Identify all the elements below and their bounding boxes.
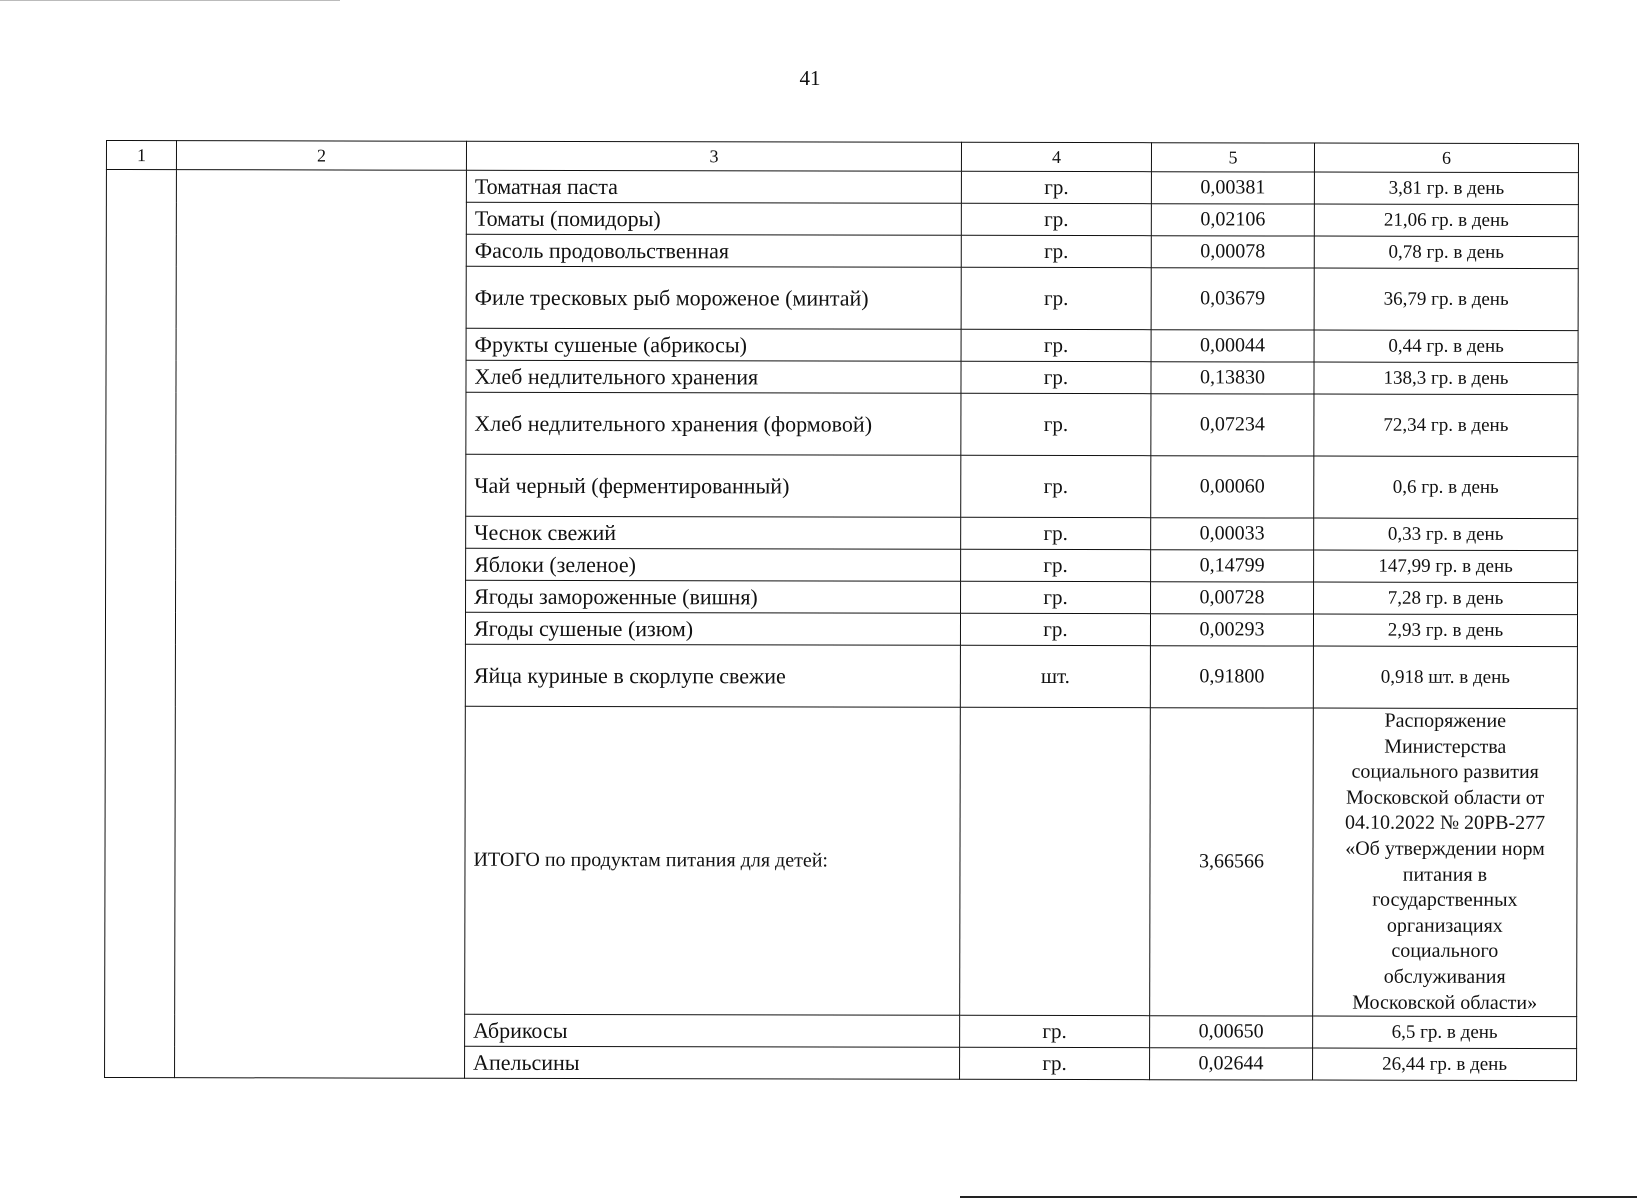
header-col-5: 5	[1151, 143, 1314, 172]
value: 0,13830	[1151, 362, 1314, 394]
product-name: Яйца куриные в скорлупе свежие	[465, 644, 960, 707]
value: 0,00044	[1151, 330, 1314, 362]
product-name: Ягоды сушеные (изюм)	[465, 612, 960, 645]
col-1-merged-cell	[105, 170, 177, 1078]
product-name: Томатная паста	[466, 170, 961, 203]
header-col-4: 4	[961, 142, 1151, 171]
source-line: «Об утверждении норм	[1345, 837, 1545, 860]
product-name: Абрикосы	[465, 1014, 960, 1047]
value: 0,00728	[1151, 582, 1314, 614]
unit: гр.	[961, 455, 1151, 517]
total-label: ИТОГО по продуктам питания для детей:	[465, 706, 961, 1015]
total-value: 3,66566	[1150, 708, 1314, 1016]
unit: шт.	[960, 645, 1150, 707]
daily-norm: 0,78 гр. в день	[1314, 236, 1578, 269]
daily-norm: 147,99 гр. в день	[1314, 550, 1578, 583]
product-name: Хлеб недлительного хранения	[466, 360, 961, 393]
product-name: Фасоль продовольственная	[466, 234, 961, 267]
source-line: Министерства	[1384, 735, 1507, 758]
value: 0,00033	[1151, 518, 1314, 550]
page-number: 41	[799, 66, 821, 90]
daily-norm: 3,81 гр. в день	[1314, 172, 1578, 205]
daily-norm: 36,79 гр. в день	[1314, 268, 1578, 331]
daily-norm: 6,5 гр. в день	[1313, 1016, 1577, 1049]
daily-norm: 0,918 шт. в день	[1313, 646, 1577, 709]
value: 0,91800	[1150, 646, 1313, 708]
daily-norm: 0,33 гр. в день	[1314, 518, 1578, 551]
source-line: Московской области от	[1345, 786, 1545, 809]
source-line: государственных	[1372, 888, 1518, 912]
product-name: Яблоки (зеленое)	[466, 548, 961, 581]
scan-edge-line	[0, 0, 340, 1]
product-name: Ягоды замороженные (вишня)	[466, 580, 961, 613]
value: 0,00060	[1151, 456, 1314, 518]
unit: гр.	[961, 235, 1151, 267]
header-row	[106, 141, 1578, 173]
value: 0,14799	[1151, 550, 1314, 582]
unit: гр.	[960, 1047, 1150, 1079]
unit: гр.	[961, 329, 1151, 361]
source-line: питания в	[1402, 863, 1488, 886]
product-name: Филе тресковых рыб мороженое (минтай)	[466, 266, 961, 329]
unit: гр.	[961, 393, 1151, 455]
legal-source-note	[1313, 708, 1578, 1017]
source-line: социального развития	[1351, 760, 1539, 784]
header-col-1: 1	[106, 141, 176, 170]
value: 0,07234	[1151, 394, 1314, 456]
daily-norm: 2,93 гр. в день	[1313, 614, 1577, 647]
col-2-merged-cell	[175, 170, 467, 1079]
scan-edge-line	[960, 1196, 1637, 1198]
unit: гр.	[961, 581, 1151, 613]
value: 0,00078	[1151, 236, 1314, 268]
product-name: Чеснок свежий	[466, 516, 961, 549]
daily-norm: 7,28 гр. в день	[1314, 582, 1578, 615]
product-name: Чай черный (ферментированный)	[466, 454, 961, 517]
unit: гр.	[961, 267, 1151, 329]
value: 0,00293	[1150, 614, 1313, 646]
unit: гр.	[961, 171, 1151, 203]
value: 0,02644	[1150, 1048, 1313, 1080]
unit: гр.	[960, 613, 1150, 645]
source-line: Московской области»	[1352, 991, 1538, 1014]
product-name: Томаты (помидоры)	[466, 202, 961, 235]
source-line: 04.10.2022 № 20РВ-277	[1344, 811, 1546, 835]
daily-norm: 72,34 гр. в день	[1314, 394, 1578, 457]
product-name: Фрукты сушеные (абрикосы)	[466, 328, 961, 361]
unit: гр.	[961, 549, 1151, 581]
table-row	[106, 170, 1578, 205]
value: 0,02106	[1151, 204, 1314, 236]
value: 0,00381	[1151, 172, 1314, 204]
total-unit	[960, 707, 1151, 1016]
unit: гр.	[961, 203, 1151, 235]
source-line: социального	[1391, 940, 1499, 963]
product-name: Апельсины	[465, 1046, 960, 1079]
value: 0,00650	[1150, 1016, 1313, 1048]
daily-norm: 26,44 гр. в день	[1313, 1048, 1577, 1081]
source-line: обслуживания	[1383, 965, 1506, 988]
source-line: Распоряжение	[1384, 709, 1507, 732]
header-col-6: 6	[1314, 143, 1578, 173]
source-line: организациях	[1386, 914, 1503, 937]
nutrition-norms-table	[104, 140, 1579, 1081]
daily-norm: 0,44 гр. в день	[1314, 330, 1578, 363]
daily-norm: 0,6 гр. в день	[1314, 456, 1578, 519]
header-col-3: 3	[466, 141, 961, 171]
unit: гр.	[961, 361, 1151, 393]
daily-norm: 21,06 гр. в день	[1314, 204, 1578, 237]
product-name: Хлеб недлительного хранения (формовой)	[466, 392, 961, 455]
header-col-2: 2	[176, 141, 466, 171]
value: 0,03679	[1151, 268, 1314, 330]
unit: гр.	[960, 1015, 1150, 1047]
daily-norm: 138,3 гр. в день	[1314, 362, 1578, 395]
unit: гр.	[961, 517, 1151, 549]
